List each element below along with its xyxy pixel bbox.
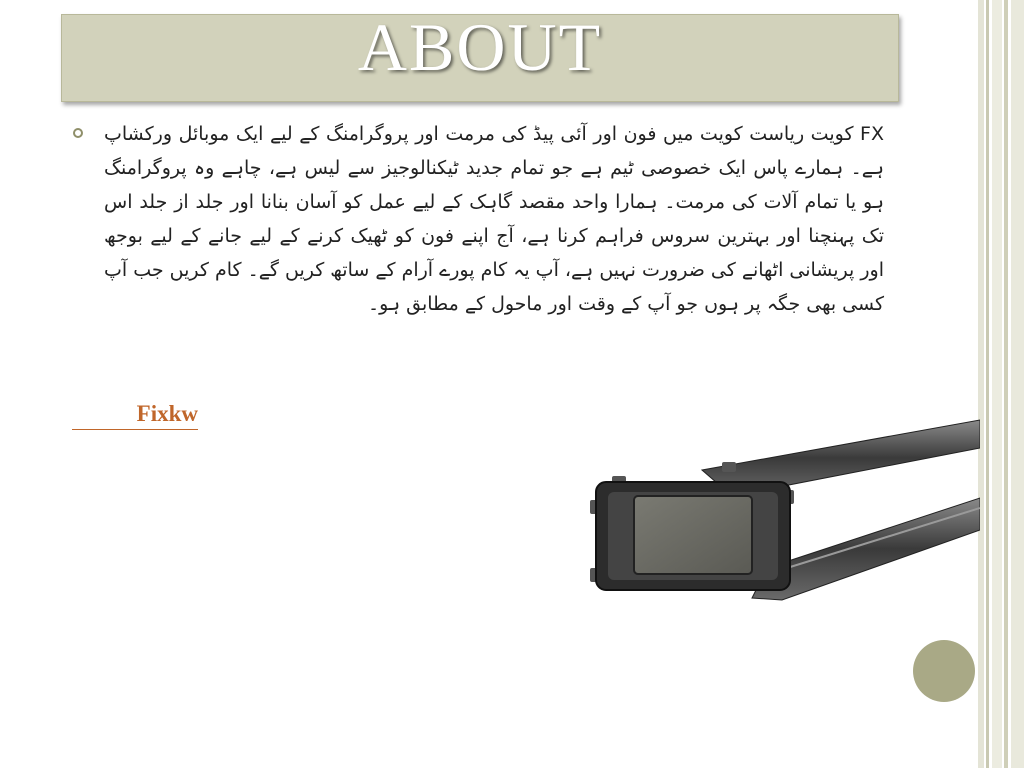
- bullet-icon: [73, 128, 83, 138]
- earpiece-speaker-image: [582, 418, 980, 602]
- title-banner: [61, 8, 899, 102]
- fixkw-link[interactable]: Fixkw: [72, 401, 198, 430]
- decorative-circle: [913, 640, 975, 702]
- decorative-right-stripes: [978, 0, 1024, 768]
- slide-title: ABOUT: [357, 8, 603, 85]
- body-paragraph: FX کویت ریاست کویت میں فون اور آئی پیڈ کی مرمت اور پروگرامنگ کے لیے ایک موبائل ورکشاپ ہے۔ ہمارے پاس ایک خصوصی ٹیم ہے جو تمام جدید ٹیکنالوجیز سے لیس ہے، چاہے وہ پروگرامنگ ہو یا تمام آلات کی مرمت۔ ہمارا واحد مقصد گاہک کے لیے عمل کو آسان بنانا اور جلد از جلد اس تک پہنچنا اور بہترین سروس فراہم کرنا ہے، آج اپنے فون کو ٹھیک کرنے کے لیے جانے کے لیے بوجھ اور پریشانی اٹھانے کی ضرورت نہیں ہے، آپ یہ کام پورے آرام کے ساتھ کریں گے۔ کام کریں جب آپ کسی بھی جگہ پر ہوں جو آپ کے وقت اور ماحول کے مطابق ہو۔: [104, 123, 884, 315]
